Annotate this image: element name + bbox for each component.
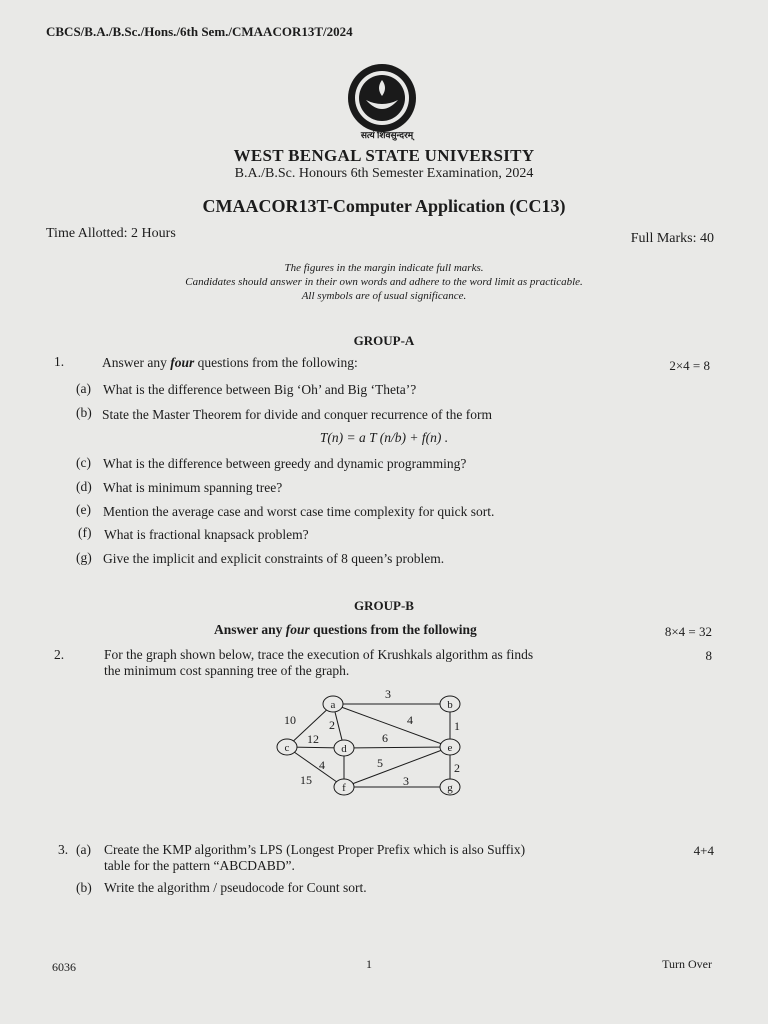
item-text: What is the difference between greedy and dynamic programming? bbox=[103, 456, 467, 471]
item-label: (e) bbox=[76, 502, 91, 517]
edge-weight-a-d: 2 bbox=[329, 718, 335, 732]
graph-node-label-d: d bbox=[341, 743, 347, 755]
question-text: Write the algorithm / pseudocode for Count sort. bbox=[104, 880, 367, 895]
item-text: What is minimum spanning tree? bbox=[103, 480, 283, 495]
instruction-line: The figures in the margin indicate full marks. bbox=[284, 262, 484, 274]
graph-node-label-e: e bbox=[447, 742, 453, 754]
paper-code: CBCS/B.A./B.Sc./Hons./6th Sem./CMAACOR13T/2024 bbox=[46, 24, 353, 39]
edge-weight-c-f: 15 bbox=[300, 773, 312, 787]
question-number: 2. bbox=[54, 647, 65, 662]
graph-node-label-f: f bbox=[342, 782, 346, 794]
university-motto: सत्यं शिवसुन्दरम् bbox=[360, 130, 414, 140]
question-text: the minimum cost spanning tree of the graph. bbox=[104, 663, 350, 678]
edge-weight-f-g: 3 bbox=[403, 774, 409, 788]
edge-weight-d-e: 6 bbox=[382, 731, 388, 745]
edge-weight-a-b: 3 bbox=[385, 687, 391, 701]
page-number: 1 bbox=[366, 957, 372, 971]
item-text: What is fractional knapsack problem? bbox=[104, 527, 309, 542]
edge-weight-b-e: 1 bbox=[454, 719, 460, 733]
question-text: For the graph shown below, trace the execution of Krushkals algorithm as finds bbox=[104, 647, 534, 662]
question-number: 1. bbox=[54, 354, 65, 369]
instruction-emphasis: four bbox=[285, 622, 310, 637]
instruction-prefix: Answer any bbox=[214, 622, 286, 637]
instruction-suffix: questions from the following: bbox=[194, 355, 358, 370]
instruction-line: All symbols are of usual significance. bbox=[301, 290, 467, 302]
university-logo bbox=[344, 62, 420, 138]
item-label: (d) bbox=[76, 479, 92, 494]
item-label: (a) bbox=[76, 381, 91, 396]
group-a-instruction bbox=[102, 355, 358, 371]
item-label: (b) bbox=[76, 405, 92, 420]
edge-weight-e-f: 5 bbox=[377, 756, 383, 770]
group-b-marks: 8×4 = 32 bbox=[664, 624, 712, 639]
university-name: WEST BENGAL STATE UNIVERSITY bbox=[233, 146, 535, 165]
graph-edge-c-f bbox=[287, 747, 344, 787]
full-marks: Full Marks: 40 bbox=[630, 231, 714, 246]
graph-node-label-b: b bbox=[447, 699, 453, 711]
edge-weight-a-c: 10 bbox=[284, 713, 296, 727]
item-label: (c) bbox=[76, 455, 91, 470]
item-label: (b) bbox=[76, 880, 92, 895]
instruction-line: Candidates should answer in their own words and adhere to the word limit as practicable. bbox=[185, 276, 583, 288]
item-label: (g) bbox=[76, 550, 92, 565]
master-theorem-formula: T(n) = a T (n/b) + f(n) . bbox=[319, 430, 449, 445]
edge-weight-e-g: 2 bbox=[454, 761, 460, 775]
krushkal-graph-diagram bbox=[260, 686, 480, 806]
item-label: (a) bbox=[76, 842, 91, 857]
group-b-title: GROUP-B bbox=[354, 598, 414, 613]
time-allotted: Time Allotted: 2 Hours bbox=[46, 226, 176, 241]
group-a-title: GROUP-A bbox=[353, 333, 415, 348]
graph-node-label-a: a bbox=[330, 699, 336, 711]
edge-weight-d-f: 4 bbox=[319, 758, 325, 772]
footer-code: 6036 bbox=[52, 960, 76, 974]
graph-edge-d-e bbox=[344, 747, 450, 748]
question-marks: 4+4 bbox=[693, 843, 714, 858]
item-text: Mention the average case and worst case time complexity for quick sort. bbox=[103, 504, 495, 519]
edge-weight-a-e: 4 bbox=[407, 713, 413, 727]
question-text: Create the KMP algorithm’s LPS (Longest Proper Prefix which is also Suffix) bbox=[104, 842, 526, 857]
item-text: Give the implicit and explicit constraints of 8 queen’s problem. bbox=[103, 551, 445, 566]
group-a-marks: 2×4 = 8 bbox=[669, 358, 710, 373]
exam-name: B.A./B.Sc. Honours 6th Semester Examination, 2024 bbox=[234, 166, 534, 181]
item-label: (f) bbox=[78, 525, 92, 540]
graph-node-label-c: c bbox=[284, 742, 290, 754]
paper-title: CMAACOR13T-Computer Application (CC13) bbox=[202, 196, 566, 216]
item-text: State the Master Theorem for divide and conquer recurrence of the form bbox=[102, 407, 492, 422]
instruction-emphasis: four bbox=[170, 355, 195, 370]
question-marks: 8 bbox=[705, 648, 712, 663]
turn-over: Turn Over bbox=[662, 957, 712, 971]
item-text: What is the difference between Big ‘Oh’ and Big ‘Theta’? bbox=[103, 382, 417, 397]
question-number: 3. bbox=[58, 842, 69, 857]
instruction-suffix: questions from the following bbox=[309, 622, 477, 637]
graph-node-label-g: g bbox=[447, 782, 453, 794]
question-text: table for the pattern “ABCDABD”. bbox=[104, 858, 295, 873]
graph-edge-a-e bbox=[333, 704, 450, 747]
graph-edge-e-f bbox=[344, 747, 450, 787]
edge-weight-c-d: 12 bbox=[307, 732, 319, 746]
instruction-prefix: Answer any bbox=[102, 355, 171, 370]
group-b-instruction bbox=[214, 622, 477, 638]
